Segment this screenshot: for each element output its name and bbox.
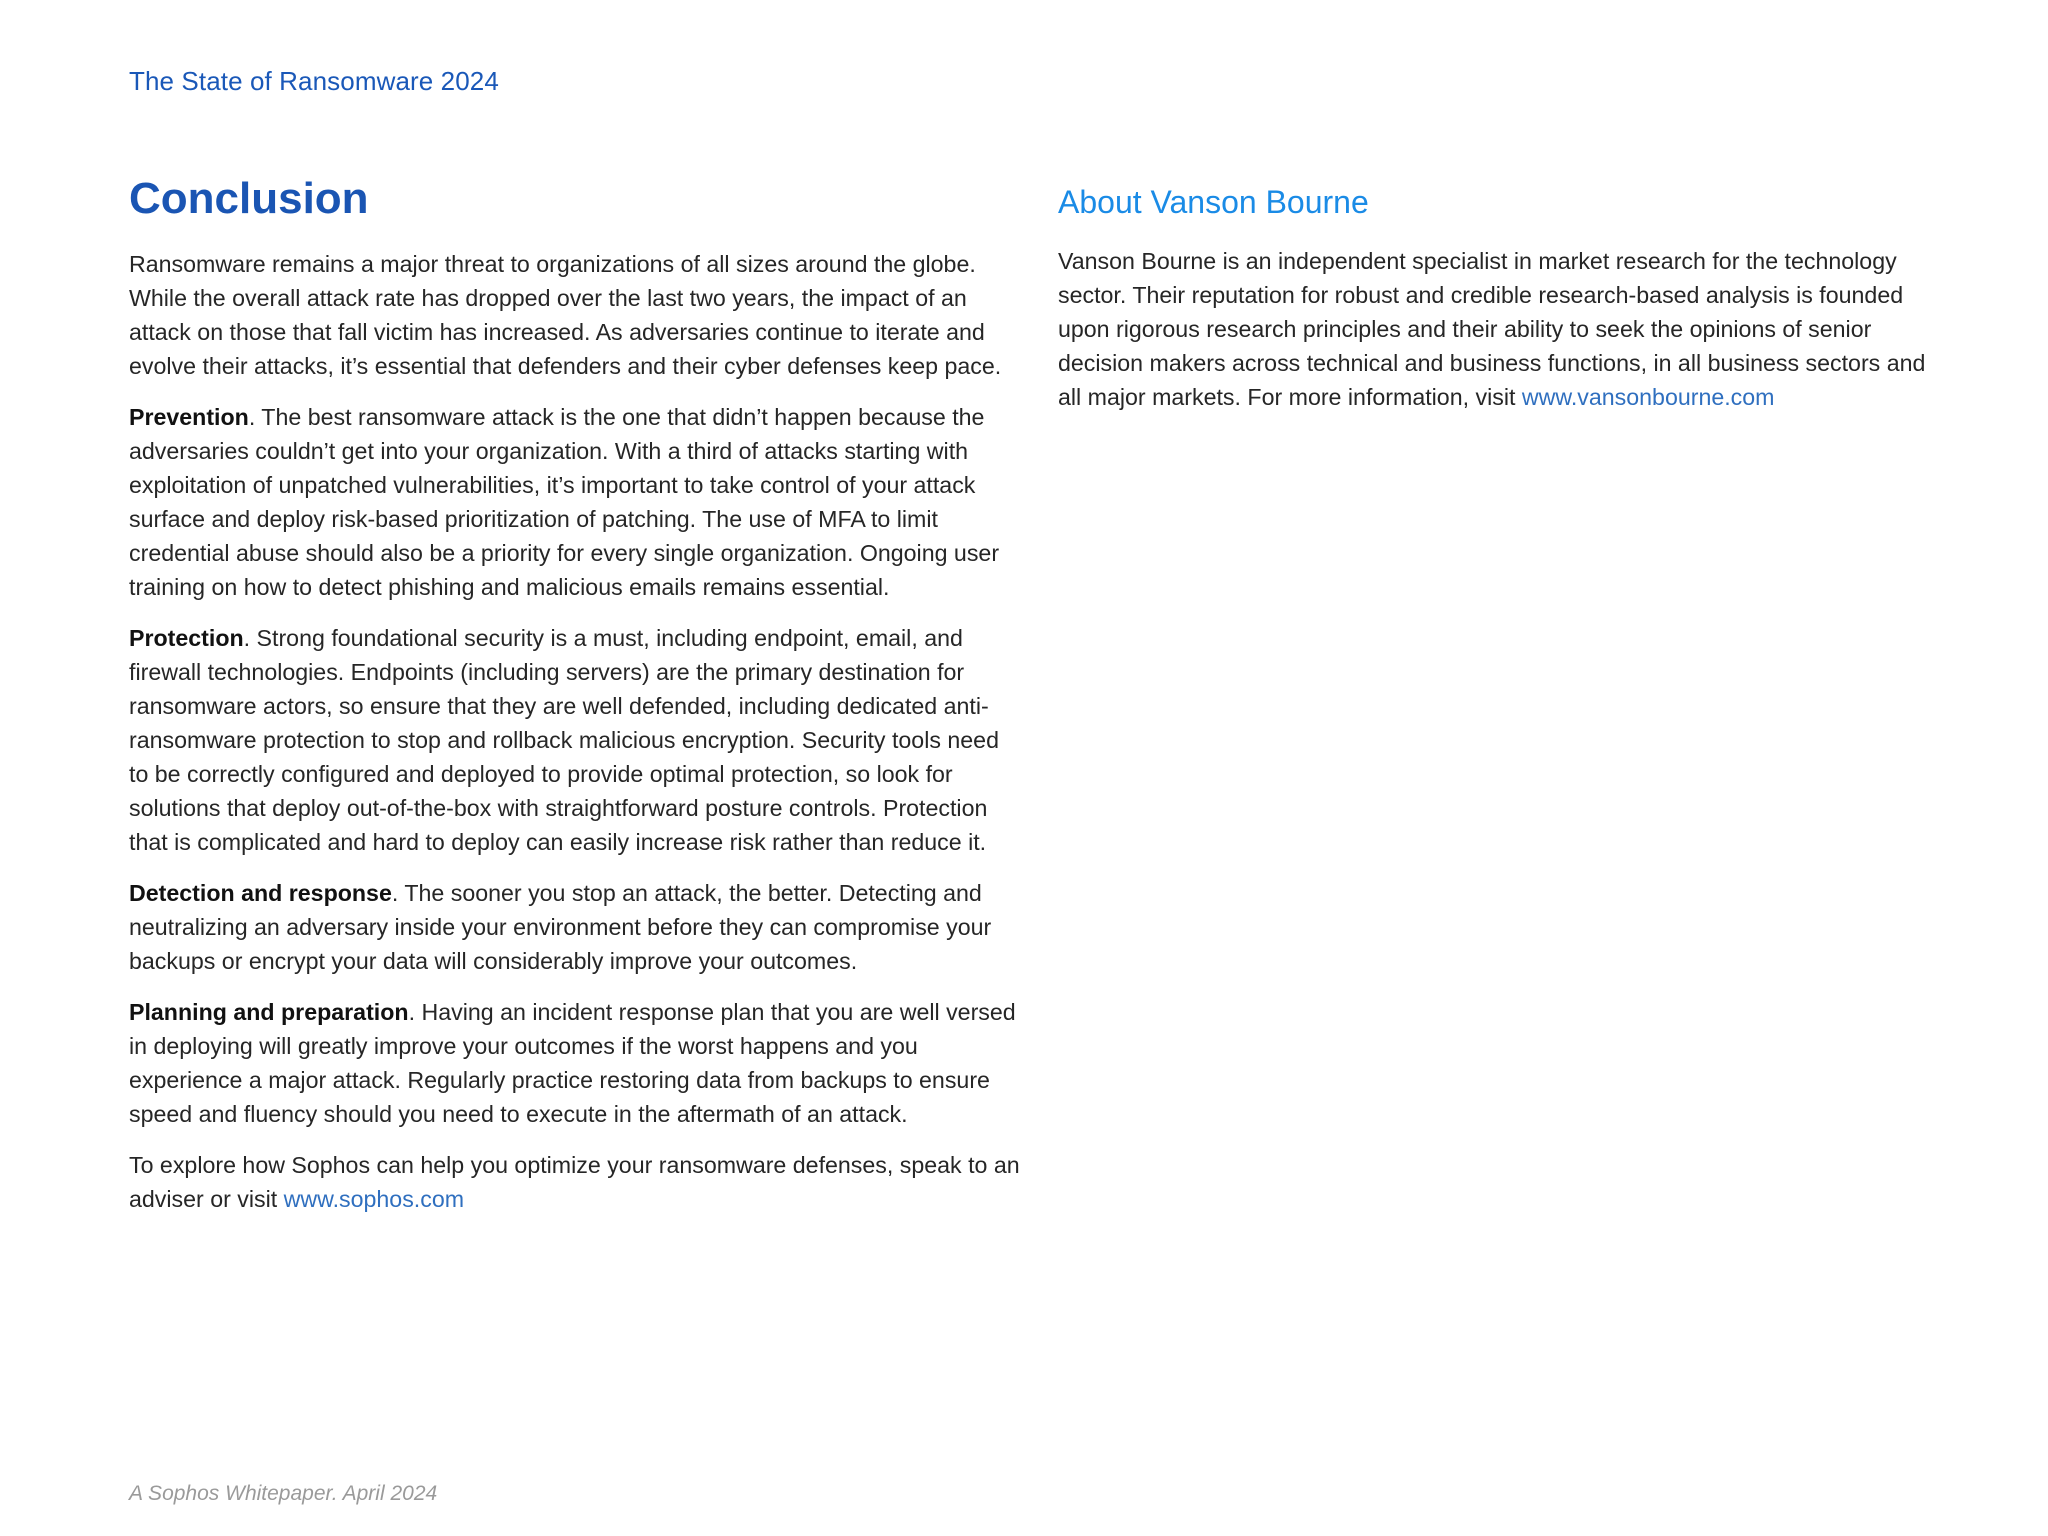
- prevention-text: . The best ransomware attack is the one that didn’t happen because the adversaries couldn’t get into your organization. With a third of attacks starting with exploitation of unpatched vulnerabilities, it’s important to take control of your attack surface and deploy risk-based prioritization of patching. The use of MFA to limit credential abuse should also be a priority for every single organization. Ongoing user training on how to detect phishing and malicious emails remains essential.: [129, 404, 1000, 600]
- planning-text: . Having an incident response plan that you are well versed in deploying will greatly improve your outcomes if the worst happens and you experience a major attack. Regularly practice restoring data from backups to ensure speed and fluency should you need to execute in the aftermath of an attack.: [129, 999, 1016, 1127]
- closing-paragraph: [129, 1148, 1024, 1216]
- sophos-link[interactable]: www.sophos.com: [283, 1186, 465, 1212]
- page-footer: A Sophos Whitepaper. April 2024: [129, 1482, 438, 1505]
- about-column: [1058, 180, 1938, 431]
- detection-text: . The sooner you stop an attack, the better. Detecting and neutralizing an adversary inside your environment before they can compromise your backups or encrypt your data will considerably improve your outcomes.: [129, 880, 992, 974]
- running-header: The State of Ransomware 2024: [129, 66, 499, 96]
- about-text: Vanson Bourne is an independent specialist in market research for the technology sector. Their reputation for robust and credible research-based analysis is founded upon rigorous research principles and their ability to seek the opinions of senior decision makers across technical and business functions, in all business sectors and all major markets. For more information, visit: [1058, 248, 1926, 410]
- protection-heading: Protection: [129, 625, 244, 651]
- vansonbourne-link[interactable]: www.vansonbourne.com: [1521, 384, 1775, 410]
- conclusion-column: [129, 168, 1024, 1233]
- closing-text: To explore how Sophos can help you optimize your ransomware defenses, speak to an adviser or visit: [129, 1152, 1020, 1212]
- protection-text: . Strong foundational security is a must, including endpoint, email, and firewall technologies. Endpoints (including servers) are the primary destination for ransomware actors, so ensure that they are well defended, including dedicated anti-ransomware protection to stop and rollback malicious encryption. Security tools need to be correctly configured and deployed to provide optimal protection, so look for solutions that deploy out-of-the-box with straightforward posture controls. Protection that is complicated and hard to deploy can easily increase risk rather than reduce it.: [129, 625, 999, 855]
- conclusion-title: Conclusion: [129, 174, 369, 223]
- planning-heading: Planning and preparation: [129, 999, 409, 1025]
- about-paragraph: [1058, 244, 1938, 414]
- protection-paragraph: [129, 621, 1024, 859]
- prevention-paragraph: [129, 400, 1024, 604]
- planning-paragraph: [129, 995, 1024, 1131]
- about-title: About Vanson Bourne: [1058, 184, 1369, 220]
- prevention-heading: Prevention: [129, 404, 249, 430]
- detection-paragraph: [129, 876, 1024, 978]
- conclusion-intro: Ransomware remains a major threat to organizations of all sizes around the globe. While the overall attack rate has dropped over the last two years, the impact of an attack on those that fall victim has increased. As adversaries continue to iterate and evolve their attacks, it’s essential that defenders and their cyber defenses keep pace.: [129, 251, 1002, 379]
- detection-heading: Detection and response: [129, 880, 392, 906]
